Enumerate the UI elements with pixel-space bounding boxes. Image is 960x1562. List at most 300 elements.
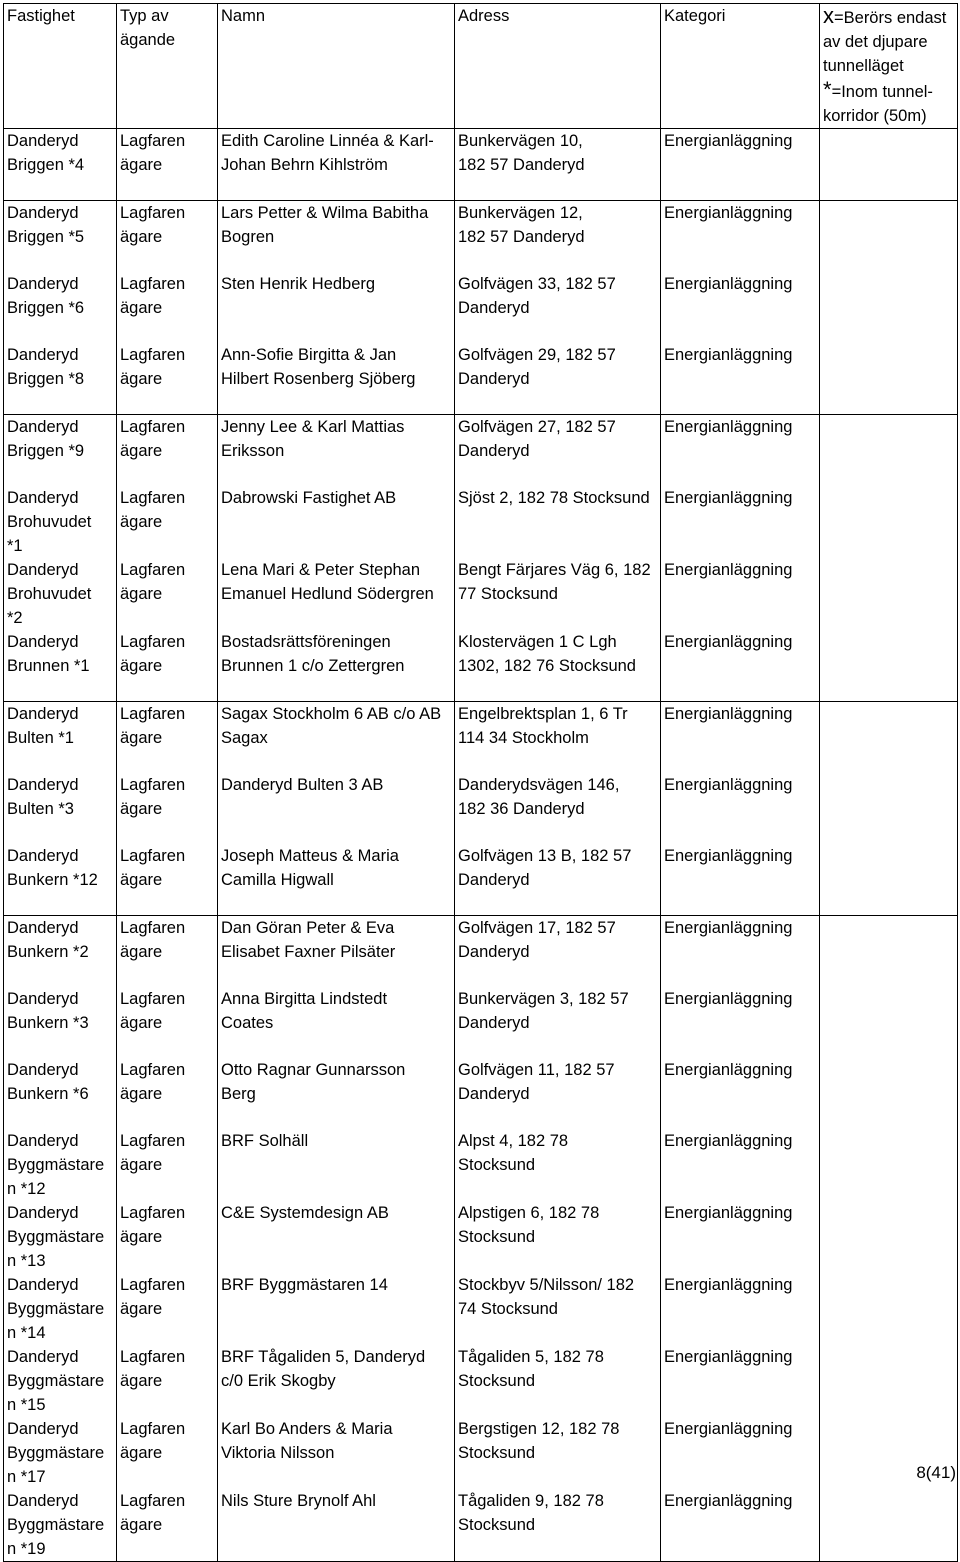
cell-typ-line: Lagfaren bbox=[120, 633, 186, 651]
cell-fastighet-line: Bunkern *3 bbox=[7, 1014, 89, 1032]
cell-fastighet-line: Byggmästare bbox=[7, 1444, 105, 1462]
cell-fastighet bbox=[4, 1417, 117, 1489]
cell-namn bbox=[218, 773, 455, 844]
cell-typ-line: Lagfaren bbox=[120, 1061, 186, 1079]
cell-note bbox=[820, 987, 958, 1058]
header-legend-note: x=Berörs endast av det djupare tunnelläget *=Inom tunnel- korridor (50m) bbox=[820, 4, 958, 129]
cell-note bbox=[820, 201, 958, 273]
cell-kategori-text: Energianläggning bbox=[664, 705, 793, 723]
cell-typ bbox=[117, 773, 218, 844]
cell-typ-line: Lagfaren bbox=[120, 776, 186, 794]
cell-note bbox=[820, 1129, 958, 1201]
cell-fastighet bbox=[4, 1129, 117, 1201]
cell-adress-line: 182 57 Danderyd bbox=[458, 228, 585, 246]
cell-typ-line: ägare bbox=[120, 370, 163, 388]
cell-typ bbox=[117, 129, 218, 201]
cell-adress-line: Golfvägen 13 B, 182 57 bbox=[458, 847, 632, 865]
cell-namn bbox=[218, 129, 455, 201]
cell-adress bbox=[455, 343, 661, 415]
cell-fastighet bbox=[4, 1058, 117, 1129]
cell-kategori bbox=[661, 773, 820, 844]
cell-typ-line: ägare bbox=[120, 943, 163, 961]
cell-kategori bbox=[661, 987, 820, 1058]
cell-adress bbox=[455, 1489, 661, 1562]
cell-fastighet-line: Bunkern *6 bbox=[7, 1085, 89, 1103]
cell-namn-line: Anna Birgitta Lindstedt bbox=[221, 990, 388, 1008]
cell-fastighet-line: Danderyd bbox=[7, 776, 79, 794]
cell-adress-line: 182 36 Danderyd bbox=[458, 800, 585, 818]
cell-typ bbox=[117, 844, 218, 916]
table-row bbox=[4, 129, 958, 201]
cell-adress-line: 77 Stocksund bbox=[458, 585, 558, 603]
cell-adress-line: Golfvägen 17, 182 57 bbox=[458, 919, 616, 937]
cell-fastighet-line: Danderyd bbox=[7, 847, 79, 865]
cell-fastighet bbox=[4, 415, 117, 487]
cell-fastighet-line: Danderyd bbox=[7, 418, 79, 436]
cell-kategori bbox=[661, 1273, 820, 1345]
cell-typ-line: Lagfaren bbox=[120, 1204, 186, 1222]
cell-namn-line: Lars Petter & Wilma Babitha bbox=[221, 204, 429, 222]
cell-adress bbox=[455, 415, 661, 487]
cell-adress bbox=[455, 1273, 661, 1345]
cell-namn bbox=[218, 1489, 455, 1562]
cell-fastighet-line: n *15 bbox=[7, 1396, 46, 1414]
cell-kategori-text: Energianläggning bbox=[664, 561, 793, 579]
cell-namn bbox=[218, 1417, 455, 1489]
cell-note bbox=[820, 415, 958, 487]
cell-adress bbox=[455, 1201, 661, 1273]
cell-adress-line: Danderyd bbox=[458, 943, 530, 961]
cell-kategori bbox=[661, 702, 820, 774]
cell-fastighet-line: Briggen *4 bbox=[7, 156, 85, 174]
cell-namn bbox=[218, 486, 455, 558]
cell-typ-line: ägare bbox=[120, 228, 163, 246]
cell-note bbox=[820, 272, 958, 343]
cell-adress-line: Golfvägen 11, 182 57 bbox=[458, 1061, 615, 1079]
cell-namn-line: Karl Bo Anders & Maria bbox=[221, 1420, 393, 1438]
cell-fastighet-line: Briggen *5 bbox=[7, 228, 85, 246]
cell-kategori bbox=[661, 1129, 820, 1201]
cell-fastighet-line: Danderyd bbox=[7, 561, 79, 579]
cell-note bbox=[820, 844, 958, 916]
cell-fastighet-line: n *19 bbox=[7, 1540, 46, 1558]
cell-kategori-text: Energianläggning bbox=[664, 346, 793, 364]
cell-typ-line: Lagfaren bbox=[120, 418, 186, 436]
cell-typ bbox=[117, 916, 218, 988]
cell-fastighet bbox=[4, 558, 117, 630]
cell-fastighet bbox=[4, 773, 117, 844]
cell-fastighet-line: Danderyd bbox=[7, 489, 79, 507]
cell-typ-line: ägare bbox=[120, 442, 163, 460]
cell-namn-line: Sagax bbox=[221, 729, 268, 747]
cell-note bbox=[820, 129, 958, 201]
cell-typ-line: ägare bbox=[120, 1085, 163, 1103]
cell-namn-line: Emanuel Hedlund Södergren bbox=[221, 585, 434, 603]
cell-typ-line: Lagfaren bbox=[120, 489, 186, 507]
cell-note bbox=[820, 1273, 958, 1345]
cell-fastighet bbox=[4, 486, 117, 558]
cell-fastighet bbox=[4, 201, 117, 273]
cell-adress-line: Golfvägen 27, 182 57 bbox=[458, 418, 616, 436]
cell-namn bbox=[218, 916, 455, 988]
cell-namn-line: Berg bbox=[221, 1085, 256, 1103]
cell-namn bbox=[218, 1058, 455, 1129]
cell-typ bbox=[117, 987, 218, 1058]
cell-typ-line: Lagfaren bbox=[120, 561, 186, 579]
cell-fastighet-line: Briggen *9 bbox=[7, 442, 85, 460]
cell-adress-line: 182 57 Danderyd bbox=[458, 156, 585, 174]
cell-adress-line: Danderyd bbox=[458, 1085, 530, 1103]
cell-kategori-text: Energianläggning bbox=[664, 1204, 793, 1222]
table-row bbox=[4, 844, 958, 916]
cell-namn-line: Dan Göran Peter & Eva bbox=[221, 919, 395, 937]
cell-adress bbox=[455, 486, 661, 558]
cell-typ bbox=[117, 1417, 218, 1489]
cell-fastighet-line: Danderyd bbox=[7, 990, 79, 1008]
cell-fastighet-line: Danderyd bbox=[7, 1420, 79, 1438]
cell-fastighet-line: Danderyd bbox=[7, 1204, 79, 1222]
cell-kategori bbox=[661, 201, 820, 273]
table-row bbox=[4, 486, 958, 558]
header-fastighet: Fastighet bbox=[4, 4, 117, 129]
cell-adress-line: Alpst 4, 182 78 bbox=[458, 1132, 569, 1150]
cell-fastighet-line: Danderyd bbox=[7, 633, 79, 651]
cell-fastighet bbox=[4, 1345, 117, 1417]
property-owner-table bbox=[3, 3, 958, 1562]
cell-kategori-text: Energianläggning bbox=[664, 1492, 793, 1510]
cell-note bbox=[820, 486, 958, 558]
cell-typ bbox=[117, 1345, 218, 1417]
cell-adress-line: Alpstigen 6, 182 78 bbox=[458, 1204, 600, 1222]
cell-fastighet bbox=[4, 343, 117, 415]
legend-star-mark: * bbox=[823, 77, 832, 102]
cell-typ-line: Lagfaren bbox=[120, 132, 186, 150]
table-row bbox=[4, 1417, 958, 1489]
cell-typ bbox=[117, 1489, 218, 1562]
cell-adress-line: Danderyd bbox=[458, 1014, 530, 1032]
table-row bbox=[4, 630, 958, 702]
table-row bbox=[4, 702, 958, 774]
cell-kategori-text: Energianläggning bbox=[664, 1348, 793, 1366]
cell-adress-line: Stocksund bbox=[458, 1228, 536, 1246]
cell-typ-line: Lagfaren bbox=[120, 1276, 186, 1294]
cell-adress-line: Stockbyv 5/Nilsson/ 182 bbox=[458, 1276, 635, 1294]
cell-adress-line: Tågaliden 5, 182 78 bbox=[458, 1348, 604, 1366]
cell-fastighet bbox=[4, 630, 117, 702]
cell-namn-line: C&E Systemdesign AB bbox=[221, 1204, 389, 1222]
cell-fastighet bbox=[4, 987, 117, 1058]
cell-fastighet-line: Byggmästare bbox=[7, 1516, 105, 1534]
cell-namn-line: Nils Sture Brynolf Ahl bbox=[221, 1492, 376, 1510]
cell-adress-line: Bunkervägen 10, bbox=[458, 132, 583, 150]
cell-adress bbox=[455, 558, 661, 630]
cell-fastighet-line: Danderyd bbox=[7, 204, 79, 222]
cell-adress-line: 74 Stocksund bbox=[458, 1300, 558, 1318]
cell-typ-line: ägare bbox=[120, 1444, 163, 1462]
cell-typ-line: ägare bbox=[120, 156, 163, 174]
cell-adress-line: Klostervägen 1 C Lgh bbox=[458, 633, 617, 651]
cell-adress bbox=[455, 630, 661, 702]
cell-namn-line: Jenny Lee & Karl Mattias bbox=[221, 418, 405, 436]
cell-adress-line: Danderydsvägen 146, bbox=[458, 776, 620, 794]
cell-fastighet bbox=[4, 129, 117, 201]
cell-fastighet-line: Brunnen *1 bbox=[7, 657, 90, 675]
cell-namn-line: Bogren bbox=[221, 228, 275, 246]
cell-kategori-text: Energianläggning bbox=[664, 919, 793, 937]
cell-namn-line: Coates bbox=[221, 1014, 274, 1032]
cell-kategori-text: Energianläggning bbox=[664, 204, 793, 222]
cell-kategori bbox=[661, 1201, 820, 1273]
cell-kategori-text: Energianläggning bbox=[664, 990, 793, 1008]
cell-adress-line: Bunkervägen 12, bbox=[458, 204, 583, 222]
cell-typ-line: ägare bbox=[120, 1014, 163, 1032]
cell-typ-line: Lagfaren bbox=[120, 1492, 186, 1510]
cell-typ bbox=[117, 1129, 218, 1201]
cell-note bbox=[820, 773, 958, 844]
cell-adress-line: Stocksund bbox=[458, 1156, 536, 1174]
cell-typ-line: ägare bbox=[120, 585, 163, 603]
cell-adress bbox=[455, 1129, 661, 1201]
cell-namn bbox=[218, 987, 455, 1058]
table-body bbox=[4, 129, 958, 1562]
cell-kategori bbox=[661, 844, 820, 916]
cell-typ-line: Lagfaren bbox=[120, 705, 186, 723]
cell-note bbox=[820, 630, 958, 702]
cell-namn bbox=[218, 1201, 455, 1273]
cell-typ-line: ägare bbox=[120, 513, 163, 531]
cell-kategori bbox=[661, 129, 820, 201]
cell-adress-line: 1302, 182 76 Stocksund bbox=[458, 657, 636, 675]
cell-adress bbox=[455, 702, 661, 774]
cell-adress bbox=[455, 916, 661, 988]
cell-namn bbox=[218, 702, 455, 774]
cell-adress-line: 114 34 Stockholm bbox=[458, 729, 589, 747]
cell-namn-line: Otto Ragnar Gunnarsson bbox=[221, 1061, 406, 1079]
cell-namn bbox=[218, 558, 455, 630]
cell-fastighet-line: Briggen *8 bbox=[7, 370, 85, 388]
cell-fastighet-line: n *13 bbox=[7, 1252, 46, 1270]
cell-fastighet bbox=[4, 272, 117, 343]
cell-adress-line: Bengt Färjares Väg 6, 182 bbox=[458, 561, 651, 579]
cell-adress bbox=[455, 1345, 661, 1417]
cell-fastighet-line: Bulten *1 bbox=[7, 729, 74, 747]
cell-typ-line: ägare bbox=[120, 1516, 163, 1534]
cell-kategori bbox=[661, 916, 820, 988]
cell-adress-line: Sjöst 2, 182 78 Stocksund bbox=[458, 489, 650, 507]
table-row bbox=[4, 987, 958, 1058]
cell-kategori-text: Energianläggning bbox=[664, 1132, 793, 1150]
cell-fastighet-line: Bunkern *12 bbox=[7, 871, 98, 889]
cell-namn-line: Johan Behrn Kihlström bbox=[221, 156, 388, 174]
cell-fastighet-line: *2 bbox=[7, 609, 23, 627]
cell-namn bbox=[218, 1129, 455, 1201]
cell-kategori bbox=[661, 1489, 820, 1562]
cell-fastighet-line: Byggmästare bbox=[7, 1228, 105, 1246]
cell-namn-line: Ann-Sofie Birgitta & Jan bbox=[221, 346, 397, 364]
cell-kategori bbox=[661, 272, 820, 343]
cell-namn-line: Bostadsrättsföreningen bbox=[221, 633, 391, 651]
header-adress: Adress bbox=[455, 4, 661, 129]
cell-typ bbox=[117, 486, 218, 558]
cell-typ-line: ägare bbox=[120, 800, 163, 818]
cell-fastighet-line: Danderyd bbox=[7, 1132, 79, 1150]
cell-adress bbox=[455, 987, 661, 1058]
cell-namn-line: BRF Byggmästaren 14 bbox=[221, 1276, 388, 1294]
cell-kategori-text: Energianläggning bbox=[664, 1061, 793, 1079]
cell-typ-line: Lagfaren bbox=[120, 1132, 186, 1150]
cell-typ-line: ägare bbox=[120, 1228, 163, 1246]
cell-adress bbox=[455, 1058, 661, 1129]
cell-adress-line: Bunkervägen 3, 182 57 bbox=[458, 990, 629, 1008]
cell-adress-line: Engelbrektsplan 1, 6 Tr bbox=[458, 705, 628, 723]
cell-fastighet bbox=[4, 702, 117, 774]
cell-kategori bbox=[661, 1345, 820, 1417]
table-row bbox=[4, 201, 958, 273]
cell-fastighet-line: Byggmästare bbox=[7, 1372, 105, 1390]
cell-note bbox=[820, 558, 958, 630]
cell-fastighet bbox=[4, 1489, 117, 1562]
cell-typ bbox=[117, 1201, 218, 1273]
cell-namn-line: Sten Henrik Hedberg bbox=[221, 275, 376, 293]
cell-namn-line: Lena Mari & Peter Stephan bbox=[221, 561, 421, 579]
cell-fastighet-line: Byggmästare bbox=[7, 1300, 105, 1318]
cell-fastighet-line: n *17 bbox=[7, 1468, 46, 1486]
cell-note bbox=[820, 702, 958, 774]
cell-fastighet-line: Danderyd bbox=[7, 346, 79, 364]
header-typ: Typ av ägande bbox=[117, 4, 218, 129]
cell-namn-line: Eriksson bbox=[221, 442, 285, 460]
cell-fastighet-line: n *12 bbox=[7, 1180, 46, 1198]
cell-namn-line: Elisabet Faxner Pilsäter bbox=[221, 943, 396, 961]
cell-namn-line: Brunnen 1 c/o Zettergren bbox=[221, 657, 405, 675]
cell-typ-line: ägare bbox=[120, 657, 163, 675]
cell-kategori-text: Energianläggning bbox=[664, 489, 793, 507]
cell-kategori-text: Energianläggning bbox=[664, 776, 793, 794]
cell-fastighet-line: Briggen *6 bbox=[7, 299, 85, 317]
cell-namn-line: BRF Solhäll bbox=[221, 1132, 309, 1150]
cell-namn-line: Danderyd Bulten 3 AB bbox=[221, 776, 384, 794]
cell-fastighet-line: Danderyd bbox=[7, 1276, 79, 1294]
cell-adress-line: Danderyd bbox=[458, 299, 530, 317]
cell-typ-line: Lagfaren bbox=[120, 847, 186, 865]
cell-fastighet-line: Danderyd bbox=[7, 1061, 79, 1079]
cell-typ-line: Lagfaren bbox=[120, 1348, 186, 1366]
table-row bbox=[4, 1273, 958, 1345]
cell-adress-line: Stocksund bbox=[458, 1372, 536, 1390]
cell-namn-line: Edith Caroline Linnéa & Karl- bbox=[221, 132, 434, 150]
cell-fastighet-line: Danderyd bbox=[7, 705, 79, 723]
cell-fastighet-line: Danderyd bbox=[7, 1492, 79, 1510]
cell-kategori-text: Energianläggning bbox=[664, 418, 793, 436]
cell-typ-line: ägare bbox=[120, 1372, 163, 1390]
cell-adress bbox=[455, 773, 661, 844]
cell-namn bbox=[218, 630, 455, 702]
cell-fastighet-line: Byggmästare bbox=[7, 1156, 105, 1174]
cell-typ bbox=[117, 343, 218, 415]
cell-typ-line: ägare bbox=[120, 1156, 163, 1174]
cell-namn-line: Camilla Higwall bbox=[221, 871, 334, 889]
cell-kategori bbox=[661, 558, 820, 630]
header-namn: Namn bbox=[218, 4, 455, 129]
cell-fastighet bbox=[4, 1201, 117, 1273]
cell-kategori bbox=[661, 415, 820, 487]
cell-typ-line: ägare bbox=[120, 1300, 163, 1318]
cell-typ-line: Lagfaren bbox=[120, 919, 186, 937]
cell-kategori bbox=[661, 486, 820, 558]
cell-namn-line: c/0 Erik Skogby bbox=[221, 1372, 336, 1390]
cell-adress bbox=[455, 129, 661, 201]
cell-kategori-text: Energianläggning bbox=[664, 275, 793, 293]
cell-namn-line: Hilbert Rosenberg Sjöberg bbox=[221, 370, 416, 388]
cell-namn bbox=[218, 343, 455, 415]
cell-adress-line: Golfvägen 33, 182 57 bbox=[458, 275, 616, 293]
cell-typ bbox=[117, 272, 218, 343]
cell-adress-line: Stocksund bbox=[458, 1516, 536, 1534]
cell-typ-line: Lagfaren bbox=[120, 346, 186, 364]
cell-adress-line: Tågaliden 9, 182 78 bbox=[458, 1492, 604, 1510]
cell-fastighet-line: Danderyd bbox=[7, 919, 79, 937]
cell-kategori bbox=[661, 1417, 820, 1489]
cell-note bbox=[820, 916, 958, 988]
cell-adress bbox=[455, 272, 661, 343]
cell-typ bbox=[117, 1273, 218, 1345]
cell-typ-line: ägare bbox=[120, 871, 163, 889]
cell-kategori-text: Energianläggning bbox=[664, 1276, 793, 1294]
cell-adress-line: Danderyd bbox=[458, 871, 530, 889]
cell-namn bbox=[218, 272, 455, 343]
cell-kategori-text: Energianläggning bbox=[664, 132, 793, 150]
cell-adress-line: Bergstigen 12, 182 78 bbox=[458, 1420, 620, 1438]
table-row bbox=[4, 773, 958, 844]
table-row bbox=[4, 1489, 958, 1562]
cell-kategori-text: Energianläggning bbox=[664, 1420, 793, 1438]
cell-namn-line: BRF Tågaliden 5, Danderyd bbox=[221, 1348, 426, 1366]
cell-adress bbox=[455, 1417, 661, 1489]
cell-fastighet bbox=[4, 844, 117, 916]
cell-fastighet bbox=[4, 916, 117, 988]
cell-fastighet bbox=[4, 1273, 117, 1345]
cell-typ bbox=[117, 1058, 218, 1129]
table-row bbox=[4, 1058, 958, 1129]
legend-x-mark: x bbox=[823, 3, 834, 28]
cell-namn-line: Viktoria Nilsson bbox=[221, 1444, 335, 1462]
cell-fastighet-line: *1 bbox=[7, 537, 23, 555]
table-row bbox=[4, 1129, 958, 1201]
cell-namn bbox=[218, 844, 455, 916]
cell-namn-line: Dabrowski Fastighet AB bbox=[221, 489, 397, 507]
cell-adress bbox=[455, 844, 661, 916]
cell-namn-line: Sagax Stockholm 6 AB c/o AB bbox=[221, 705, 442, 723]
cell-namn bbox=[218, 1345, 455, 1417]
table-row bbox=[4, 1201, 958, 1273]
cell-kategori bbox=[661, 343, 820, 415]
cell-note bbox=[820, 1489, 958, 1562]
cell-namn bbox=[218, 1273, 455, 1345]
cell-fastighet-line: Bunkern *2 bbox=[7, 943, 89, 961]
cell-namn bbox=[218, 415, 455, 487]
cell-fastighet-line: Bulten *3 bbox=[7, 800, 74, 818]
cell-typ bbox=[117, 415, 218, 487]
cell-fastighet-line: Danderyd bbox=[7, 1348, 79, 1366]
cell-kategori bbox=[661, 1058, 820, 1129]
page-number: 8(41) bbox=[916, 1463, 956, 1482]
cell-fastighet-line: Brohuvudet bbox=[7, 585, 92, 603]
cell-kategori bbox=[661, 630, 820, 702]
header-kategori: Kategori bbox=[661, 4, 820, 129]
cell-adress-line: Golfvägen 29, 182 57 bbox=[458, 346, 616, 364]
cell-note bbox=[820, 343, 958, 415]
cell-typ bbox=[117, 201, 218, 273]
